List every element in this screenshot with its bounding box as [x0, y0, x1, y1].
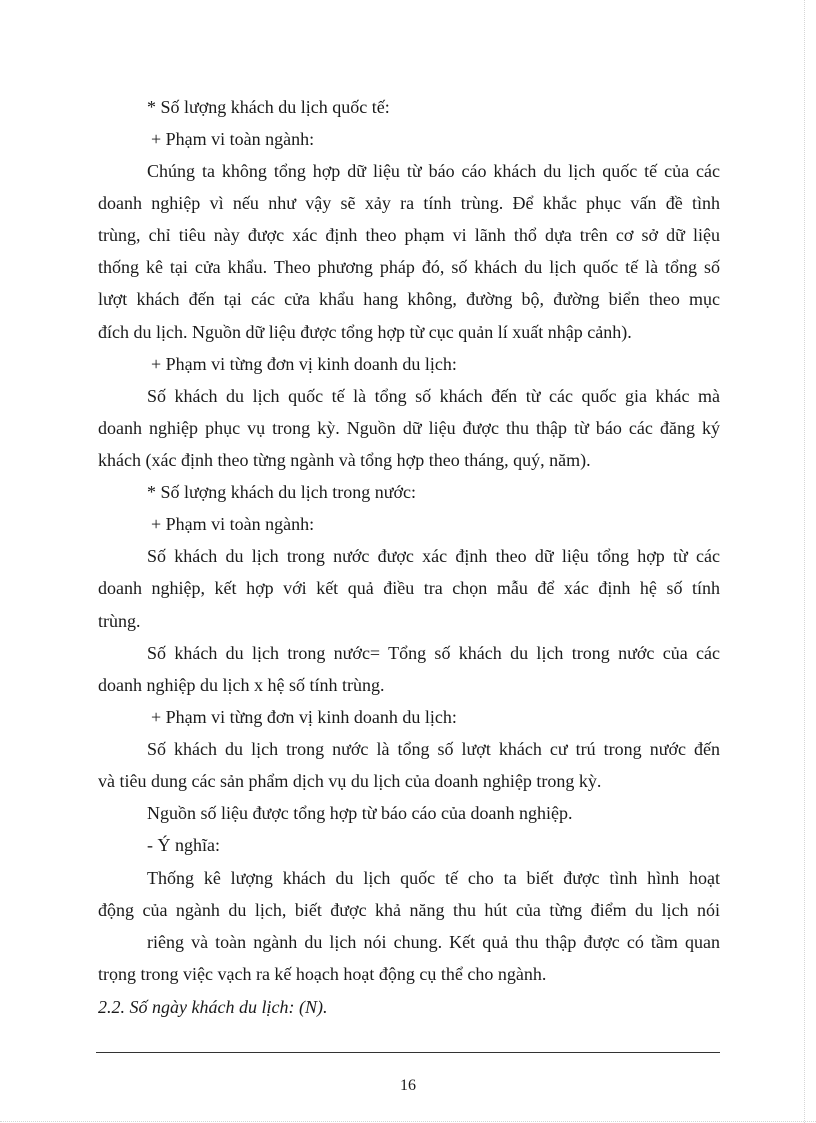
paragraph-line: doanh nghiệp phục vụ trong kỳ. Nguồn dữ liệu được thu thập từ báo các đăng ký	[98, 418, 720, 438]
paragraph-line: Chúng ta không tổng hợp dữ liệu từ báo cáo khách du lịch quốc tế của các	[147, 161, 720, 181]
paragraph-line: thống kê tại cửa khẩu. Theo phương pháp đó, số khách du lịch quốc tế là tổng số	[98, 257, 720, 277]
paragraph-line: doanh nghiệp vì nếu như vậy sẽ xảy ra tính trùng. Để khắc phục vấn đề tình	[98, 193, 720, 213]
paragraph-line: doanh nghiệp, kết hợp với kết quả điều tra chọn mẫu để xác định hệ số tính	[98, 578, 720, 598]
paragraph-line: lượt khách đến tại các cửa khẩu hang không, đường bộ, đường biển theo mục	[98, 289, 720, 309]
paragraph-line: Thống kê lượng khách du lịch quốc tế cho ta biết được tình hình hoạt	[147, 868, 720, 888]
subheading-industry-scope: + Phạm vi toàn ngành:	[151, 129, 315, 149]
formula-line: doanh nghiệp du lịch x hệ số tính trùng.	[98, 675, 385, 695]
subheading-business-scope: + Phạm vi từng đơn vị kinh doanh du lịch:	[151, 707, 457, 727]
paragraph-line: Số khách du lịch trong nước là tổng số lượt khách cư trú trong nước đến	[147, 739, 720, 759]
heading-domestic-visitors: * Số lượng khách du lịch trong nước:	[147, 482, 417, 502]
paragraph-line: trùng, chỉ tiêu này được xác định theo phạm vi lãnh thổ dựa trên cơ sở dữ liệu	[98, 225, 720, 245]
paragraph-line: động của ngành du lịch, biết được khả năng thu hút của từng điểm du lịch nói	[98, 900, 720, 920]
page-edge-bottom	[0, 1121, 816, 1122]
subheading-business-scope: + Phạm vi từng đơn vị kinh doanh du lịch:	[151, 354, 457, 374]
paragraph-line: Số khách du lịch trong nước được xác định theo dữ liệu tổng hợp từ các	[147, 546, 720, 566]
subheading-industry-scope: + Phạm vi toàn ngành:	[151, 514, 315, 534]
heading-international-visitors: * Số lượng khách du lịch quốc tế:	[147, 97, 390, 117]
paragraph-line: đích du lịch. Nguồn dữ liệu được tổng hợp từ cục quản lí xuất nhập cảnh).	[98, 322, 632, 342]
paragraph-line: Số khách du lịch quốc tế là tổng số khách đến từ các quốc gia khác mà	[147, 386, 720, 406]
paragraph-line: trọng trong việc vạch ra kế hoạch hoạt động cụ thể cho ngành.	[98, 964, 547, 984]
paragraph-line: riêng và toàn ngành du lịch nói chung. Kết quả thu thập được có tầm quan	[147, 932, 720, 952]
paragraph-line: Nguồn số liệu được tổng hợp từ báo cáo của doanh nghiệp.	[147, 803, 573, 823]
footer-divider	[96, 1052, 720, 1053]
section-heading-2-2: 2.2. Số ngày khách du lịch: (N).	[98, 997, 328, 1017]
paragraph-line: khách (xác định theo từng ngành và tổng hợp theo tháng, quý, năm).	[98, 450, 591, 470]
paragraph-line: trùng.	[98, 611, 141, 631]
formula-line: Số khách du lịch trong nước= Tổng số khách du lịch trong nước của các	[147, 643, 720, 663]
page-number: 16	[400, 1077, 416, 1094]
meaning-heading: - Ý nghĩa:	[147, 835, 220, 855]
page-edge-right	[804, 0, 805, 1123]
paragraph-line: và tiêu dung các sản phẩm dịch vụ du lịch của doanh nghiệp trong kỳ.	[98, 771, 602, 791]
